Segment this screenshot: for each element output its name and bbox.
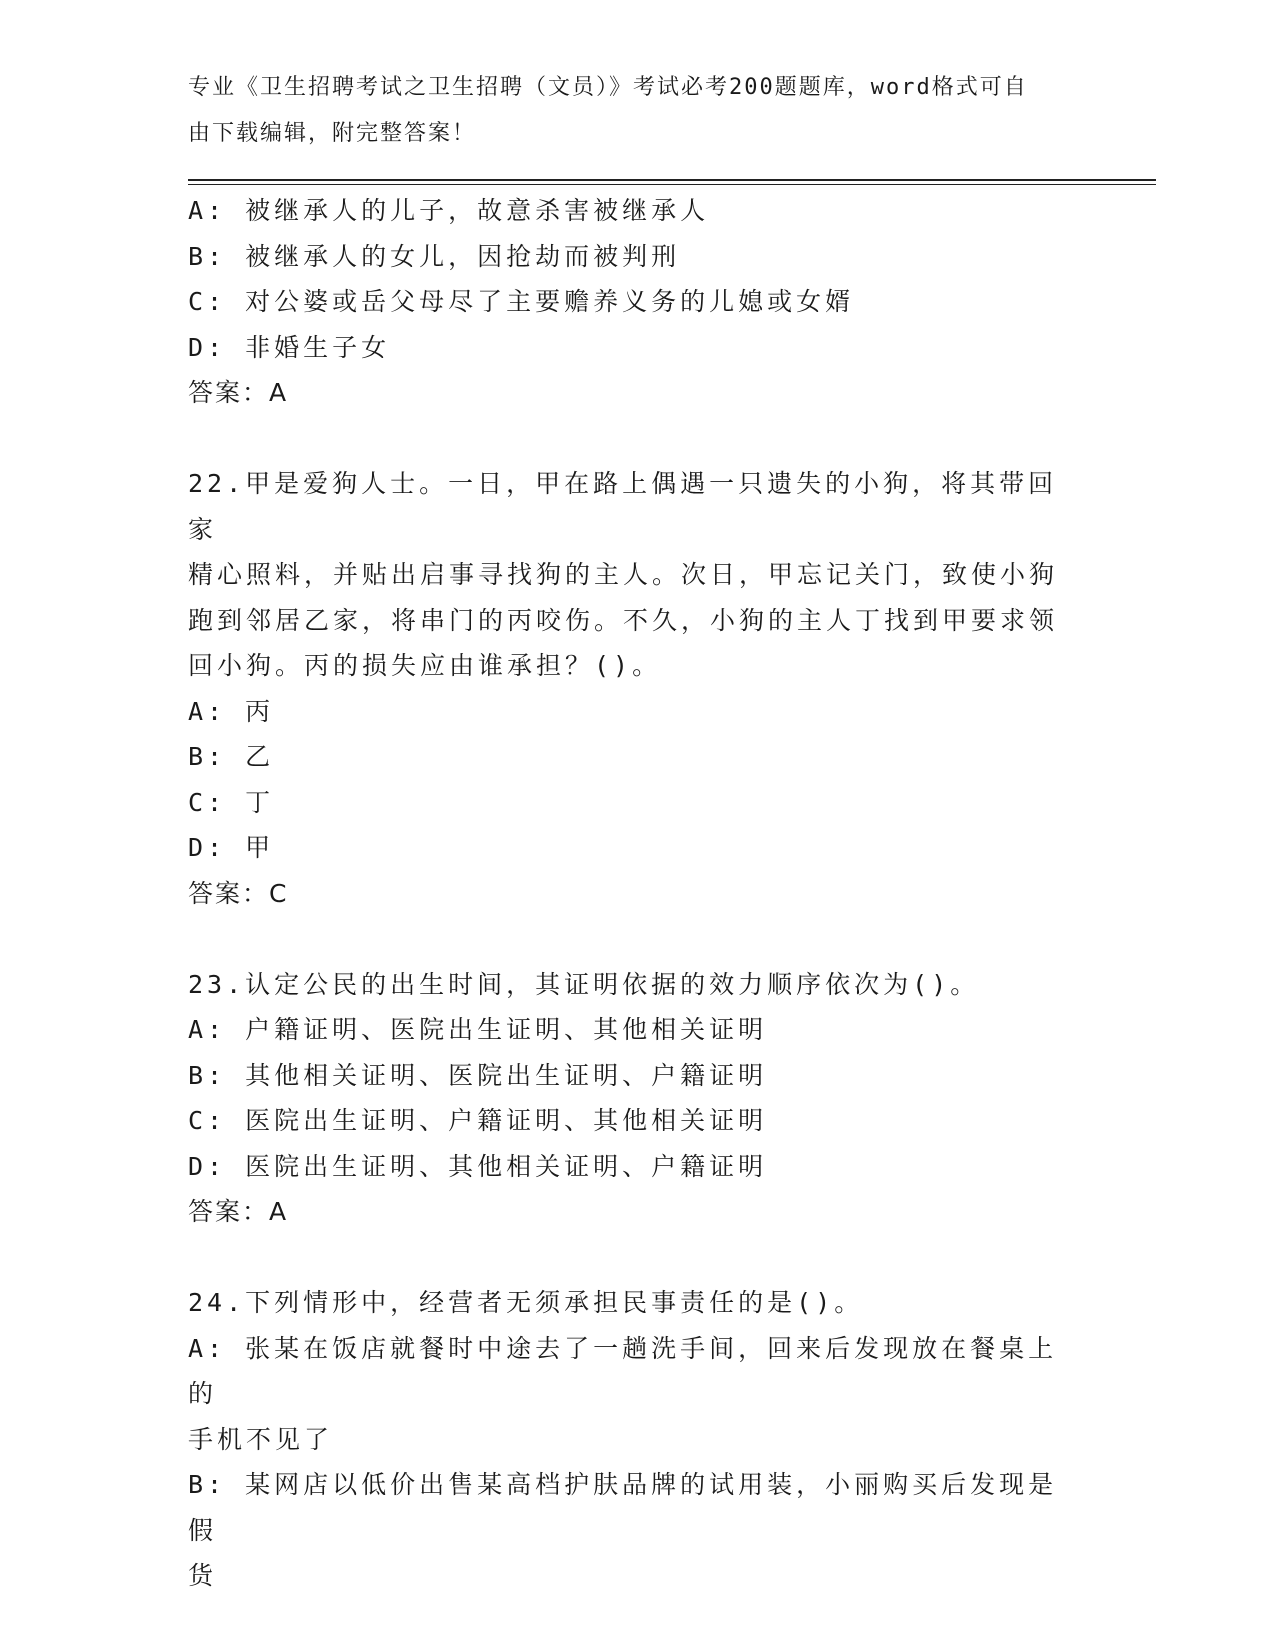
question-24 — [188, 1280, 1078, 1599]
question-22 — [188, 461, 1078, 916]
option-c: C: 丁 — [188, 787, 275, 817]
answer-line: 答案：A — [188, 378, 289, 407]
option-b: B: 其他相关证明、医院出生证明、户籍证明 — [188, 1060, 768, 1090]
option-b: B: 乙 — [188, 742, 275, 771]
spacer — [188, 416, 1078, 462]
document-header — [188, 72, 1068, 163]
option-a: A: 被继承人的儿子，故意杀害被继承人 — [188, 196, 710, 225]
option-a: A: 丙 — [188, 696, 275, 726]
question-23 — [188, 962, 1078, 1235]
header-divider — [188, 179, 1156, 185]
option-b-continued: 货 — [188, 1561, 218, 1590]
option-b: B: 某网店以低价出售某高档护肤品牌的试用装，小丽购买后发现是假 — [188, 1470, 1058, 1545]
question-stem-line: 24.下列情形中，经营者无须承担民事责任的是()。 — [188, 1288, 864, 1317]
spacer — [188, 1235, 1078, 1281]
option-a-continued: 手机不见了 — [188, 1424, 334, 1454]
header-line-2: 由下载编辑，附完整答案！ — [188, 120, 477, 146]
question-stem-line: 23.认定公民的出生时间，其证明依据的效力顺序依次为()。 — [188, 969, 980, 999]
option-c: C: 医院出生证明、户籍证明、其他相关证明 — [188, 1106, 768, 1135]
answer-line: 答案：A — [188, 1197, 289, 1226]
spacer — [188, 916, 1078, 962]
option-a: A: 户籍证明、医院出生证明、其他相关证明 — [188, 1015, 768, 1044]
option-d: D: 医院出生证明、其他相关证明、户籍证明 — [188, 1151, 768, 1181]
option-c: C: 对公婆或岳父母尽了主要赡养义务的儿媳或女婿 — [188, 287, 855, 316]
option-b: B: 被继承人的女儿，因抢劫而被判刑 — [188, 241, 681, 271]
option-d: D: 非婚生子女 — [188, 332, 391, 362]
header-line-1: 专业《卫生招聘考试之卫生招聘（文员）》考试必考200题题库，word格式可自 — [188, 75, 1028, 100]
question-stem-line: 精心照料，并贴出启事寻找狗的主人。次日，甲忘记关门，致使小狗 — [188, 560, 1059, 589]
question-stem-line: 跑到邻居乙家，将串门的丙咬伤。不久，小狗的主人丁找到甲要求领 — [188, 605, 1059, 635]
option-a: A: 张某在饭店就餐时中途去了一趟洗手间，回来后发现放在餐桌上的 — [188, 1333, 1058, 1408]
question-stem-line: 回小狗。丙的损失应由谁承担？()。 — [188, 651, 662, 680]
question-stem-line: 22.甲是爱狗人士。一日，甲在路上偶遇一只遗失的小狗，将其带回家 — [188, 469, 1058, 544]
question-list — [188, 188, 1078, 1599]
option-d: D: 甲 — [188, 833, 275, 862]
question-21-options — [188, 188, 1078, 416]
answer-line: 答案：C — [188, 878, 289, 908]
